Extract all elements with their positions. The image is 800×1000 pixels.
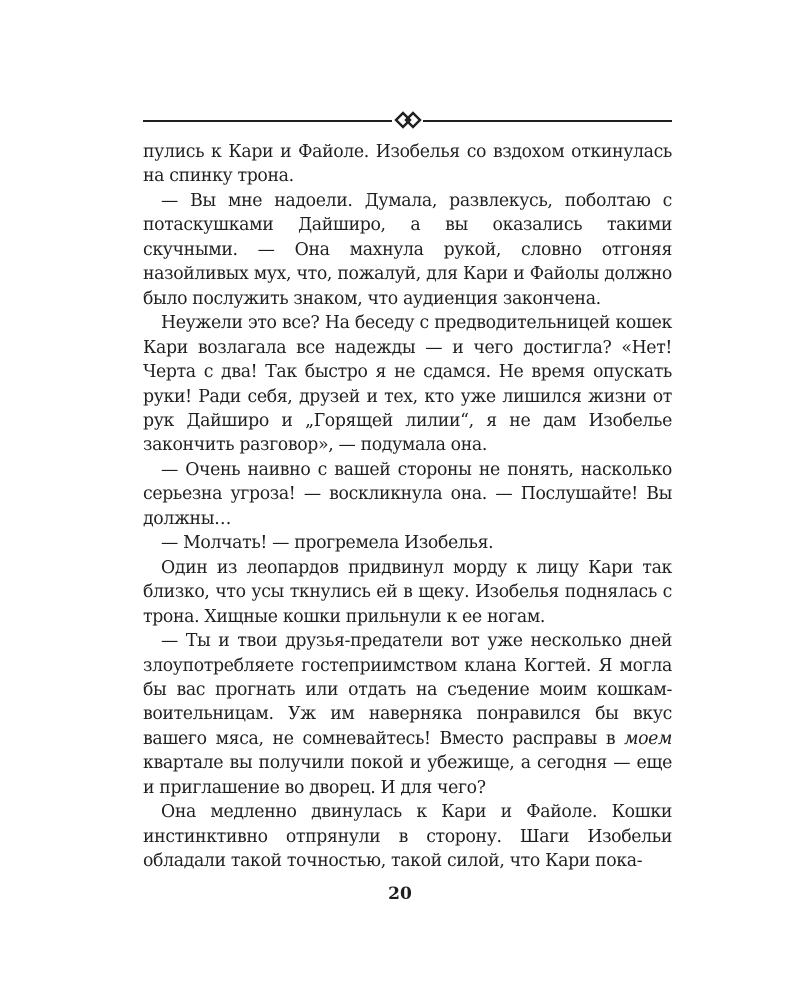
paragraph-6: Один из леопардов придвинул морду к лицу Кари так близко, что усы ткнулись ей в щеку. Изобелья поднялась с трона. Хищные кошки прильнули к ее ногам. [143,557,672,627]
interlaced-diamonds-icon [394,109,422,131]
paragraph-3: Неужели это все? На беседу с предводительницей кошек Кари возлагала все надежды — и чего достигла? «Нет! Черта с два! Так быстро я не сдамся. Не время опускать руки! Ради себя, друзей и тех, кто уже лишился жизни от рук Дайширо и „Горящей лилии“, я не дам Изобелье закончить разговор», — подумала она. [143,313,672,456]
header-rule [143,113,672,127]
page-number: 20 [388,884,412,904]
paragraph-7-text-before: — Ты и твои друзья-предатели вот уже несколько дней злоупотребляете гостеприимством клана Когтей. Я могла бы вас прогнать или отдать на съедение моим кошкам-воительницам. Уж им наверняка понравился бы вкус вашего мяса, не сомневайтесь! Вместо расправы в [143,631,672,749]
header-rule-right-line [423,120,672,122]
paragraph-4: — Очень наивно с вашей стороны не понять, насколько серьезна угроза! — воскликнула она. — Послушайте! Вы должны… [143,459,672,529]
paragraph-2: — Вы мне надоели. Думала, развлекусь, поболтаю с потаскушками Дайширо, а вы оказались такими скучными. — Она махнула рукой, словно отгоняя назойливых мух, что, пожалуй, для Кари и Файолы должно было послужить знаком, что аудиенция закончена. [143,190,672,309]
paragraph-7-emphasis: моем [624,728,672,749]
header-rule-left-line [143,120,392,122]
page-text [143,140,672,874]
paragraph-7 [143,629,672,800]
paragraph-5: — Молчать! — прогремела Изобелья. [161,533,494,554]
paragraph-1: пулись к Кари и Файоле. Изобелья со вздохом откинулась на спинку трона. [143,142,672,187]
paragraph-7-text-after: квартале вы получили покой и убежище, а сегодня — еще и приглашение во дворец. И для чего? [143,753,672,798]
paragraph-8: Она медленно двинулась к Кари и Файоле. Кошки инстинктивно отпрянули в сторону. Шаги Изобельи обладали такой точностью, такой силой, что Кари пока- [143,802,672,872]
